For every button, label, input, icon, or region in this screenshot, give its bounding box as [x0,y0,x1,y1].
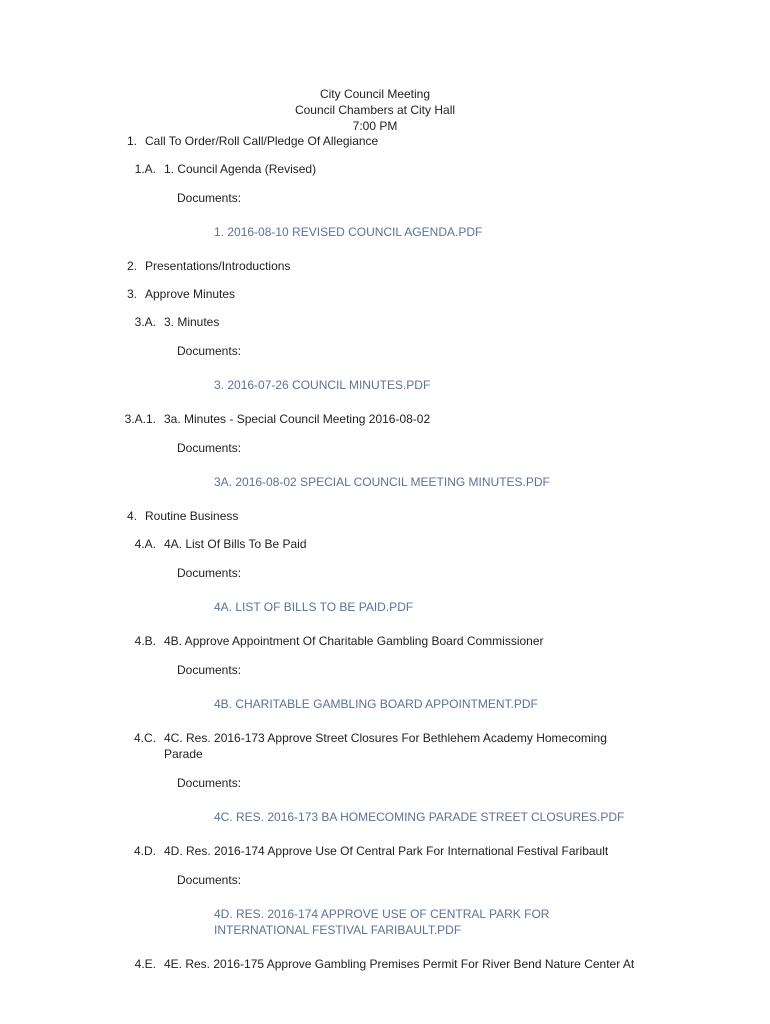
item-number: 3. [126,287,137,301]
document-link[interactable]: 4A. LIST OF BILLS TO BE PAID.PDF [214,600,414,614]
document-link-continued[interactable]: INTERNATIONAL FESTIVAL FARIBAULT.PDF [214,923,462,937]
item-number: 2. [126,259,137,273]
documents-label: Documents: [177,566,242,580]
item-number: 1.A. [134,162,156,176]
document-link[interactable]: 4B. CHARITABLE GAMBLING BOARD APPOINTMENT.PDF [214,697,538,711]
item-title: Call To Order/Roll Call/Pledge Of Allegiance [145,134,379,148]
meeting-time: 7:00 PM [352,119,398,133]
item-title: 4A. List Of Bills To Be Paid [164,537,307,551]
document-link[interactable]: 1. 2016-08-10 REVISED COUNCIL AGENDA.PDF [214,225,483,239]
documents-label: Documents: [177,873,242,887]
item-number: 4. [126,509,137,523]
document-link[interactable]: 3. 2016-07-26 COUNCIL MINUTES.PDF [214,378,431,392]
item-title: 1. Council Agenda (Revised) [164,162,317,176]
item-number: 1. [126,134,137,148]
documents-label: Documents: [177,191,242,205]
item-title: 4D. Res. 2016-174 Approve Use Of Central Park For International Festival Faribault [164,844,609,858]
item-number: 4.B. [134,634,156,648]
item-title: 4B. Approve Appointment Of Charitable Gambling Board Commissioner [164,634,544,648]
meeting-location: Council Chambers at City Hall [294,103,456,117]
item-number: 4.A. [134,537,156,551]
item-number: 3.A.1. [124,412,156,426]
item-number: 3.A. [134,315,156,329]
item-title: 4E. Res. 2016-175 Approve Gambling Premises Permit For River Bend Nature Center At [164,957,635,971]
document-link[interactable]: 4D. RES. 2016-174 APPROVE USE OF CENTRAL PARK FOR [214,907,550,921]
item-number: 4.E. [134,957,156,971]
item-title: 4C. Res. 2016-173 Approve Street Closures For Bethlehem Academy Homecoming [164,731,607,745]
documents-label: Documents: [177,663,242,677]
meeting-title: City Council Meeting [319,87,431,101]
documents-label: Documents: [177,441,242,455]
item-number: 4.D. [133,844,156,858]
item-title-continued: Parade [164,747,203,761]
item-title: 3a. Minutes - Special Council Meeting 2016-08-02 [164,412,431,426]
item-title: Routine Business [145,509,239,523]
item-title: 3. Minutes [164,315,220,329]
document-link[interactable]: 4C. RES. 2016-173 BA HOMECOMING PARADE STREET CLOSURES.PDF [214,810,625,824]
item-number: 4.C. [133,731,156,745]
documents-label: Documents: [177,344,242,358]
document-link[interactable]: 3A. 2016-08-02 SPECIAL COUNCIL MEETING MINUTES.PDF [214,475,550,489]
item-title: Approve Minutes [145,287,236,301]
documents-label: Documents: [177,776,242,790]
item-title: Presentations/Introductions [145,259,291,273]
